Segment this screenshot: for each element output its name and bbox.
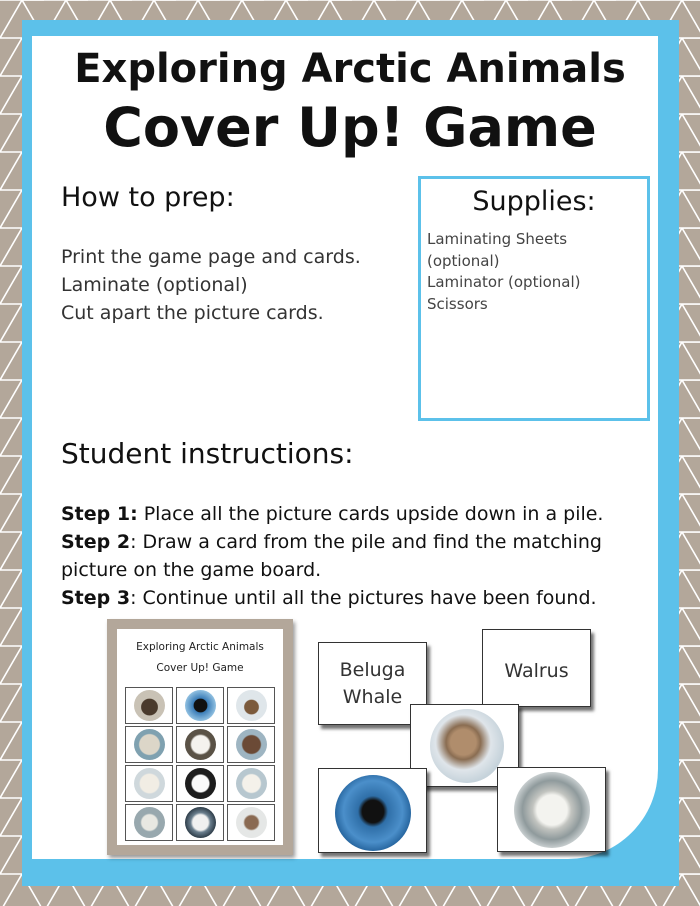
board-cell [125,804,173,841]
snowy-owl-photo [134,807,165,838]
orca-photo [335,775,411,851]
board-cell [227,765,275,802]
prep-heading: How to prep: [61,182,235,213]
supplies-list [427,229,581,315]
card-label: Walrus [504,660,569,682]
game-board-preview [107,619,293,855]
arctic-hare-photo [185,807,216,838]
prep-item: Print the game page and cards. [61,246,361,268]
game-board-sheet [117,629,283,845]
lynx-photo [236,807,267,838]
step-text: Place all the picture cards upside down in a pile. [137,503,604,525]
page-title-line1: Exploring Arctic Animals [74,46,626,92]
board-cell [227,687,275,724]
board-title-line1: Exploring Arctic Animals [136,641,264,653]
step-label: Step 3 [61,587,131,609]
board-cell [125,726,173,763]
board-cell [125,765,173,802]
step-2 [61,528,661,584]
step-label: Step 2 [61,531,131,553]
lynx-photo [430,709,504,783]
card-walrus [482,629,591,707]
caribou-photo [236,690,267,721]
board-cell [176,765,224,802]
student-instructions-heading: Student instructions: [61,437,354,470]
polar-bear-photo [134,768,165,799]
board-cell [227,726,275,763]
card-orca [318,768,427,853]
snowy-owl-photo [514,772,590,848]
supplies-box [418,176,650,421]
arctic-wolf-photo [236,768,267,799]
card-label-line1: Beluga [339,659,406,681]
musk-ox-photo [134,690,165,721]
prep-item: Laminate (optional) [61,274,248,296]
step-3 [61,584,661,612]
board-cell [125,687,173,724]
supplies-item: Laminator (optional) [427,273,581,291]
swan-photo [185,768,216,799]
board-grid [125,687,275,841]
board-cell [176,804,224,841]
step-text: : Continue until all the pictures have been found. [130,587,597,609]
card-label-line2: Whale [342,686,403,708]
seal-photo [134,729,165,760]
board-cell [176,687,224,724]
supplies-item: Laminating Sheets [427,230,568,248]
orca-photo [185,690,216,721]
board-title-line2: Cover Up! Game [156,662,244,674]
prep-list [61,243,361,327]
page-title-line2: Cover Up! Game [103,96,597,159]
step-1 [61,500,661,528]
supplies-item: (optional) [427,251,500,270]
supplies-item: Scissors [427,294,488,313]
prep-item: Cut apart the picture cards. [61,302,324,324]
board-cell [176,726,224,763]
steps-list [61,500,661,612]
step-text: : Draw a card from the pile and find the matching picture on the game board. [61,531,602,581]
supplies-heading: Supplies: [472,186,596,217]
walrus-photo [236,729,267,760]
arctic-fox-photo [185,729,216,760]
step-label: Step 1: [61,503,138,525]
board-cell [227,804,275,841]
card-snowy-owl [497,767,606,852]
